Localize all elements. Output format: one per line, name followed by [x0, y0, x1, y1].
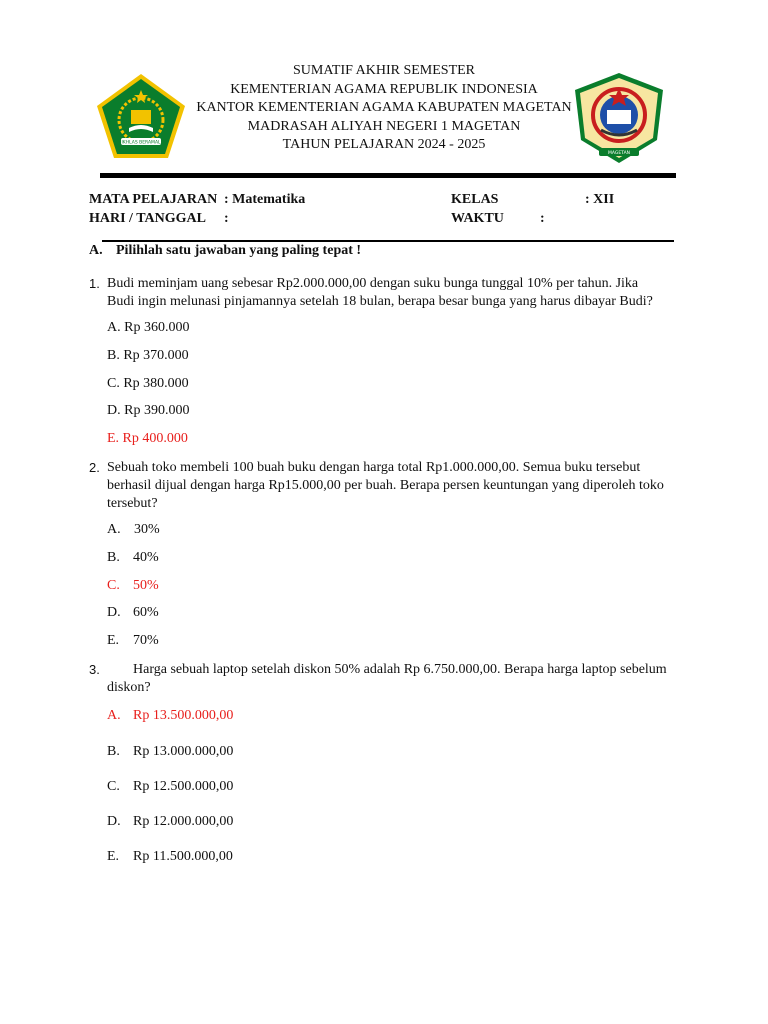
- option-text: Rp 11.500.000,00: [133, 849, 233, 864]
- document-header: [0, 62, 768, 155]
- q3-option-d[interactable]: [107, 814, 234, 830]
- option-text: 40%: [133, 550, 159, 565]
- q1-option-b[interactable]: B. Rp 370.000: [107, 348, 189, 363]
- option-text: Rp 12.500.000,00: [133, 779, 234, 794]
- meta-divider: [102, 240, 674, 242]
- option-letter: B.: [107, 550, 120, 565]
- class-label: KELAS: [451, 192, 499, 207]
- magetan-banner: MAGETAN: [607, 151, 631, 156]
- option-letter: D.: [107, 814, 121, 829]
- option-text: 70%: [133, 633, 159, 648]
- question-2-line: berhasil dijual dengan harga Rp15.000,00 per buah. Berapa persen keuntungan yang diperoleh toko: [107, 478, 664, 493]
- question-2-number: 2.: [89, 460, 100, 475]
- header-line-5: TAHUN PELAJARAN 2024 - 2025: [282, 137, 486, 152]
- header-divider: [100, 173, 676, 178]
- header-line-2: KEMENTERIAN AGAMA REPUBLIK INDONESIA: [230, 81, 538, 97]
- option-letter: A.: [107, 522, 121, 537]
- q2-option-c[interactable]: [107, 578, 159, 594]
- q3-option-a[interactable]: [107, 708, 234, 724]
- q2-option-a[interactable]: [107, 522, 160, 538]
- subject-label: MATA PELAJARAN: [89, 192, 218, 207]
- q2-option-e[interactable]: [107, 633, 159, 649]
- question-3-number: 3.: [89, 662, 100, 677]
- option-text: Rp 13.500.000,00: [133, 708, 234, 723]
- header-line-4: MADRASAH ALIYAH NEGERI 1 MAGETAN: [247, 118, 521, 134]
- question-2-line: tersebut?: [107, 496, 158, 511]
- subject-value: : Matematika: [224, 192, 306, 207]
- option-text: 60%: [133, 605, 159, 620]
- question-2-line: Sebuah toko membeli 100 buah buku dengan harga total Rp1.000.000,00. Semua buku tersebut: [107, 460, 641, 475]
- option-text: 30%: [134, 522, 160, 537]
- question-1-text: Budi meminjam uang sebesar Rp2.000.000,00 dengan suku bunga tunggal 10% per tahun. Jika Budi ingin melunasi pinjamannya setelah 18 bulan, berapa besar bunga yang harus dibayar Budi?: [107, 276, 653, 309]
- option-letter: A.: [107, 708, 121, 723]
- class-value: : XII: [585, 192, 615, 207]
- question-3-text: [107, 661, 667, 697]
- question-2-text: [107, 459, 664, 513]
- q1-option-a[interactable]: A. Rp 360.000: [107, 320, 190, 335]
- section-title: Pilihlah satu jawaban yang paling tepat !: [116, 243, 362, 258]
- q3-option-c[interactable]: [107, 779, 234, 795]
- question-3-line: Harga sebuah laptop setelah diskon 50% adalah Rp 6.750.000,00. Berapa harga laptop sebelum: [133, 662, 667, 677]
- q1-option-e[interactable]: E. Rp 400.000: [107, 431, 188, 446]
- day-label: HARI / TANGGAL: [89, 211, 206, 226]
- q3-option-e[interactable]: [107, 849, 233, 865]
- option-letter: E.: [107, 633, 120, 648]
- q1-option-d[interactable]: D. Rp 390.000: [107, 403, 190, 418]
- day-value: :: [224, 211, 229, 226]
- q2-option-d[interactable]: [107, 605, 159, 621]
- section-letter: A.: [89, 243, 103, 258]
- time-label: WAKTU: [451, 211, 504, 226]
- header-line-1: SUMATIF AKHIR SEMESTER: [292, 63, 476, 78]
- option-letter: D.: [107, 605, 121, 620]
- kemenag-motto: IKHLAS BERAMAL: [121, 140, 161, 146]
- option-text: 50%: [133, 578, 159, 593]
- q3-option-b[interactable]: [107, 744, 234, 760]
- header-line-3: KANTOR KEMENTERIAN AGAMA KABUPATEN MAGETAN: [196, 100, 572, 115]
- option-text: Rp 13.000.000,00: [133, 744, 234, 759]
- q1-option-c[interactable]: C. Rp 380.000: [107, 376, 189, 391]
- time-value: :: [540, 211, 545, 226]
- q2-option-b[interactable]: [107, 550, 159, 566]
- question-1-number: 1.: [89, 276, 100, 291]
- option-text: Rp 12.000.000,00: [133, 814, 234, 829]
- option-letter: E.: [107, 849, 120, 864]
- option-letter: C.: [107, 578, 120, 593]
- option-letter: B.: [107, 744, 120, 759]
- question-3-line: diskon?: [107, 680, 151, 695]
- option-letter: C.: [107, 779, 120, 794]
